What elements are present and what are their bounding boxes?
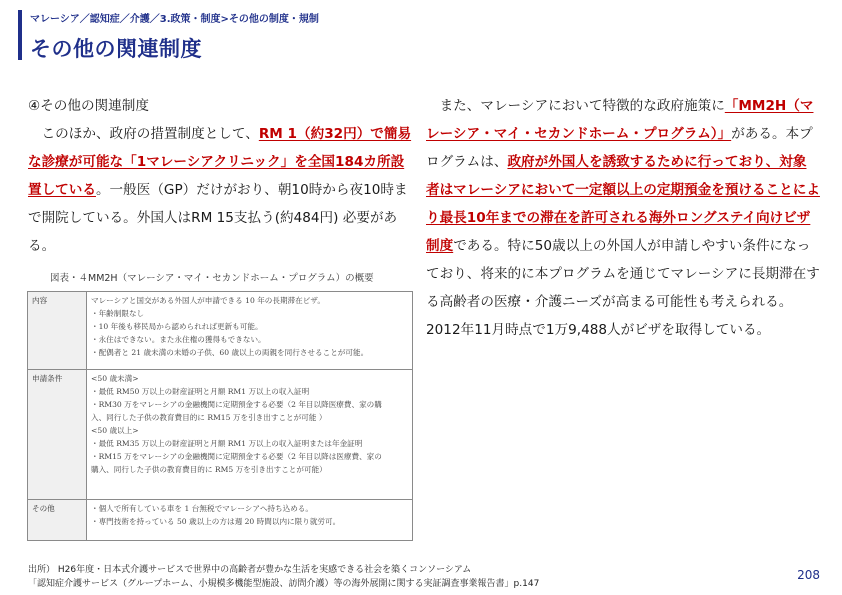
- row-line: ・RM15 万をマレーシアの金融機関に定期預金する必要（2 年目以降は医療費、家の: [91, 452, 382, 462]
- right-paragraph-lead: また、マレーシアにおいて特徴的な政府施策に: [439, 98, 725, 114]
- row-label: 内容: [28, 292, 87, 370]
- left-column: [28, 92, 414, 260]
- row-label: 申請条件: [28, 370, 87, 500]
- section-heading: ④その他の関連制度: [28, 98, 149, 114]
- table-row: [28, 292, 413, 370]
- source-line: 出所） H26年度・日本式介護サービスで世界中の高齢者が豊かな生活を実感できる社会を築くコンソーシアム: [28, 565, 472, 575]
- title-accent-bar: [18, 10, 22, 60]
- footer-source: [28, 563, 539, 591]
- table-row: [28, 370, 413, 500]
- figure-caption: 図表・４MM2H（マレーシア・マイ・セカンドホーム・プログラム）の概要: [50, 273, 374, 284]
- row-line: ・最低 RM35 万以上の財産証明と月額 RM1 万以上の収入証明または年金証明: [91, 439, 363, 449]
- right-column: [426, 92, 820, 344]
- left-paragraph-rest: 。一般医（GP）だけがおり、朝10時から夜10時まで開院している。外国人はRM 15支払う(約484円) 必要がある。: [28, 182, 408, 254]
- row-line: ・10 年後も移民局から認められれば更新も可能。: [91, 322, 263, 331]
- row-line: マレーシアと国交がある外国人が申請できる 10 年の長期滞在ビザ。: [91, 296, 326, 305]
- row-line: ・年齢制限なし: [91, 309, 145, 318]
- row-content: [87, 500, 413, 541]
- row-content: [87, 370, 413, 500]
- left-paragraph: [28, 120, 414, 260]
- row-line: 購入、同行した子供の教育費目的に RM5 万を引き出すことが可能）: [91, 465, 327, 475]
- mm2h-description-highlight: 政府が外国人を誘致するために行っており、対象者はマレーシアにおいて一定額以上の定期預金を預けることにより最長10年までの滞在を許可される海外ロングステイ向けビザ制度: [426, 154, 820, 254]
- source-line: 「認知症介護サービス（グループホーム、小規模多機能型施設、訪問介護）等の海外展開に関する実証調査事業報告書」p.147: [28, 579, 540, 589]
- row-line: ・永住はできない。また永住権の獲得もできない。: [91, 335, 266, 344]
- breadcrumb: マレーシア／認知症／介護／3.政策・制度>その他の制度・規制: [30, 14, 319, 25]
- right-paragraph-end: である。特に50歳以上の外国人が申請しやすい条件になっており、将来的に本プログラムを通じてマレーシアに長期滞在する高齢者の医療・介護ニーズが高まる可能性も考えられる。2012年11月時点で1万9,488人がビザを取得している。: [426, 238, 820, 338]
- page-title: その他の関連制度: [30, 37, 202, 61]
- row-line: <50 歳以上>: [91, 426, 139, 436]
- row-line: <50 歳未満>: [91, 374, 139, 384]
- row-line: 入、同行した子供の教育費目的に RM15 万を引き出すことが可能 ）: [91, 413, 327, 423]
- mm2h-overview-table: [27, 291, 413, 541]
- row-line: ・専門技術を持っている 50 歳以上の方は週 20 時間以内に限り就労可。: [91, 517, 341, 527]
- right-paragraph: [426, 92, 820, 344]
- row-line: ・個人で所有している車を 1 台無税でマレーシアへ持ち込める。: [91, 504, 313, 514]
- row-line: ・配偶者と 21 歳未満の未婚の子供、60 歳以上の両親を同行させることが可能。: [91, 348, 369, 357]
- row-label: その他: [28, 500, 87, 541]
- row-line: ・最低 RM50 万以上の財産証明と月額 RM1 万以上の収入証明: [91, 387, 310, 397]
- clinic-highlight: RM 1（約32円）で簡易な診療が可能な「1マレーシアクリニック」を全国184カ所設置している: [28, 126, 412, 198]
- right-paragraph-mid: がある。本プログラムは、: [426, 126, 813, 170]
- left-paragraph-lead: このほか、政府の措置制度として、: [41, 126, 259, 142]
- table-row: [28, 500, 413, 541]
- row-content: [87, 292, 413, 370]
- row-line: ・RM30 万をマレーシアの金融機関に定期預金する必要（2 年目以降医療費、家の購: [91, 400, 382, 410]
- mm2h-name-highlight: 「MM2H（マレーシア・マイ・セカンドホーム・プログラム）」: [426, 98, 814, 142]
- page-number: 208: [797, 568, 820, 582]
